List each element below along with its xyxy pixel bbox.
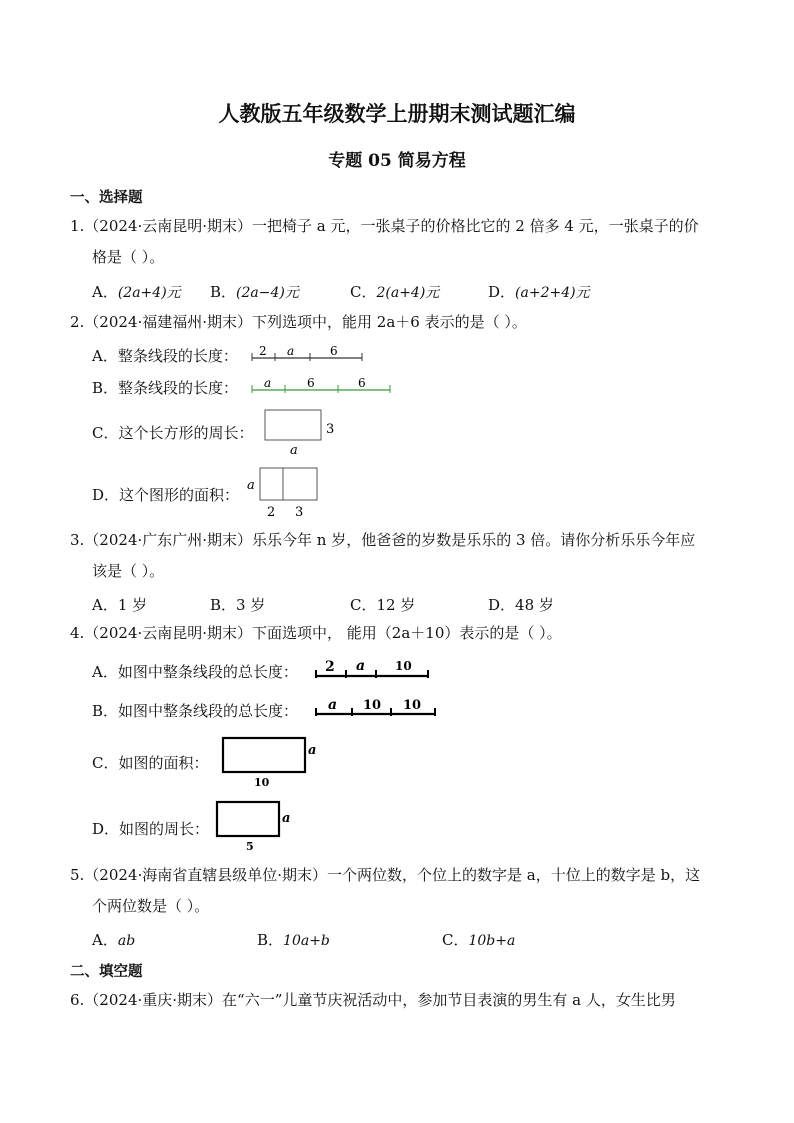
question-5-line-2: 个两位数是（ ）。 — [92, 897, 210, 915]
segment-label: a — [356, 658, 366, 674]
q4-option-b: B．如图中整条线段的总长度： — [92, 702, 299, 720]
q4-d-rectangle-figure — [214, 798, 304, 854]
question-3-line-2: 该是（ ）。 — [92, 562, 165, 580]
q4-option-d: D．如图的周长： — [92, 820, 210, 838]
q1-option-b: B．(2a−4)元 — [210, 283, 299, 301]
segment-label: 10 — [363, 698, 382, 713]
segment-label: 6 — [307, 376, 315, 390]
segment-label: a — [328, 697, 338, 713]
q1-option-d: D．(a+2+4)元 — [488, 283, 590, 301]
question-3-line-1: 3.（2024·广东广州·期末）乐乐今年 n 岁，他爸爸的岁数是乐乐的 3 倍。请你分析乐乐今年应 — [70, 531, 696, 549]
section-heading-fill: 二、填空题 — [70, 963, 143, 980]
segment-label: 2 — [325, 659, 335, 675]
rectangle-bottom-label: a — [290, 443, 298, 458]
q2-c-rectangle-figure — [263, 406, 343, 458]
rectangle-side-label: a — [308, 743, 317, 758]
segment-label: 2 — [259, 344, 267, 358]
segment-label: 6 — [330, 344, 338, 358]
q3-option-a: A．1 岁 — [92, 596, 148, 614]
q4-c-rectangle-figure — [220, 734, 325, 790]
segment-label: a — [287, 344, 295, 358]
q2-d-area-figure — [245, 464, 325, 520]
rectangle-side-label: a — [282, 811, 291, 826]
q3-option-d: D．48 岁 — [488, 596, 554, 614]
rectangle-bottom-label: 5 — [246, 840, 254, 853]
q4-a-segment-figure — [313, 656, 433, 682]
q1-option-c: C．2(a+4)元 — [350, 283, 440, 301]
q2-b-segment-figure — [250, 374, 395, 396]
page-title: 人教版五年级数学上册期末测试题汇编 — [218, 101, 576, 126]
q5-option-c: C．10b+a — [442, 931, 516, 949]
question-1-line-1: 1.（2024·云南昆明·期末）一把椅子 a 元，一张桌子的价格比它的 2 倍多 4 元，一张桌子的价 — [70, 217, 699, 235]
area-side-label: a — [247, 478, 255, 493]
page-subtitle: 专题 05 简易方程 — [328, 151, 466, 171]
q3-option-c: C．12 岁 — [350, 596, 416, 614]
segment-label: a — [264, 376, 272, 390]
area-bottom-label: 3 — [295, 505, 304, 520]
q1-option-a: A．(2a+4)元 — [92, 283, 181, 301]
q2-a-segment-figure — [250, 342, 365, 364]
question-5-line-1: 5.（2024·海南省直辖县级单位·期末）一个两位数，个位上的数字是 a，十位上的数字是 b，这 — [70, 866, 701, 884]
area-bottom-label: 2 — [267, 505, 276, 520]
q4-b-segment-figure — [313, 694, 443, 720]
segment-label: 10 — [395, 659, 412, 673]
q2-option-b: B．整条线段的长度： — [92, 379, 239, 397]
rectangle-side-label: 3 — [326, 422, 335, 437]
segment-label: 10 — [403, 698, 422, 713]
q3-option-b: B．3 岁 — [210, 596, 266, 614]
question-1-line-2: 格是（ ）。 — [92, 248, 165, 266]
question-2-line-1: 2.（2024·福建福州·期末）下列选项中，能用 2a＋6 表示的是（ ）。 — [70, 313, 527, 331]
q5-option-b: B．10a+b — [257, 931, 330, 949]
q2-option-a: A．整条线段的长度： — [92, 347, 238, 365]
q2-option-c: C．这个长方形的周长： — [92, 424, 254, 442]
question-4-line-1: 4.（2024·云南昆明·期末）下面选项中， 能用（2a＋10）表示的是（ ）。 — [70, 624, 562, 642]
q2-option-d: D．这个图形的面积： — [92, 486, 240, 504]
rectangle-bottom-label: 10 — [254, 776, 270, 789]
segment-label: 6 — [358, 376, 366, 390]
question-6-line-1: 6.（2024·重庆·期末）在“六一”儿童节庆祝活动中，参加节目表演的男生有 a 人，女生比男 — [70, 991, 676, 1009]
q4-option-c: C．如图的面积： — [92, 754, 209, 772]
q5-option-a: A．ab — [92, 931, 136, 949]
section-heading-choice: 一、选择题 — [70, 189, 143, 206]
q4-option-a: A．如图中整条线段的总长度： — [92, 663, 298, 681]
